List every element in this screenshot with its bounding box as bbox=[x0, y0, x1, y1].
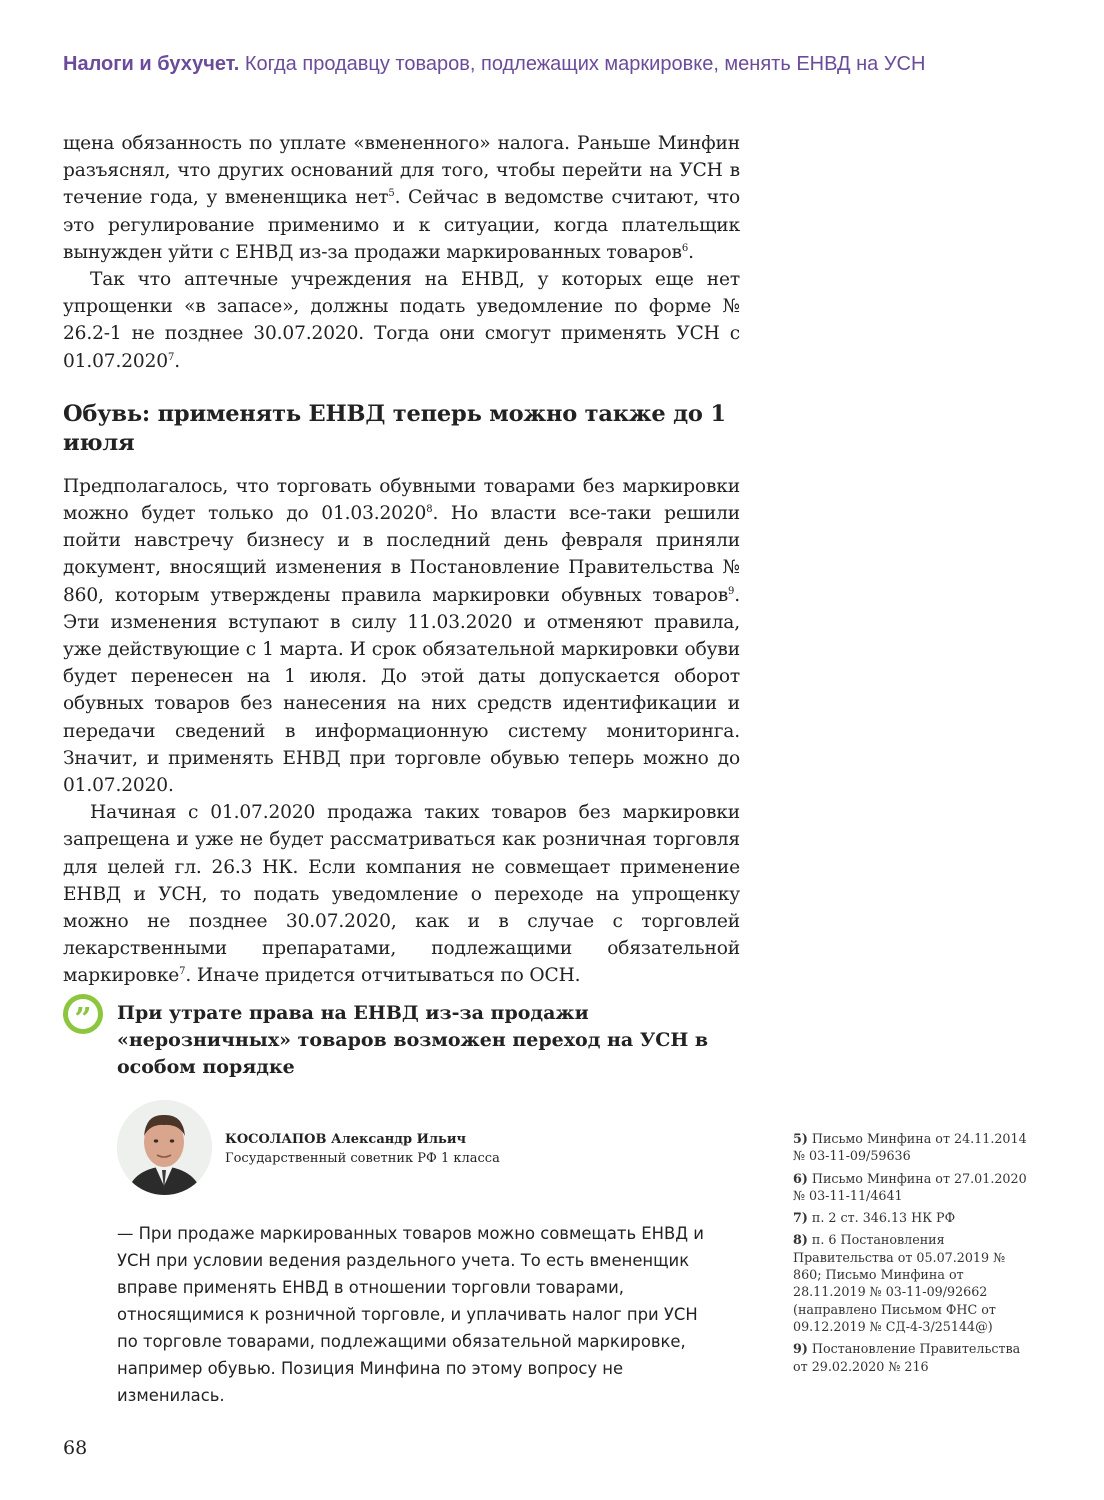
footnote-item bbox=[793, 1170, 1033, 1205]
paragraph-4 bbox=[63, 799, 740, 989]
quote-icon bbox=[63, 994, 103, 1037]
quote-glyph: ” bbox=[68, 999, 98, 1029]
author-name: КОСОЛАПОВ Александр Ильич bbox=[225, 1132, 466, 1147]
p1-text-a: щена обязанность по уплате «вмененного» налога. Раньше Минфин разъяснял, что других оснований для того, чтобы перейти на УСН в течение года, у вмененщика нет bbox=[63, 133, 740, 209]
paragraph-2 bbox=[63, 266, 740, 375]
footnote-text: Письмо Минфина от 27.01.2020 № 03-11-11/4641 bbox=[793, 1170, 1027, 1203]
footnote-ref[interactable]: 7 bbox=[167, 351, 175, 363]
header-section: Налоги и бухучет. bbox=[63, 53, 240, 75]
footnote-number: 7) bbox=[793, 1210, 808, 1226]
p4-text-b: . Иначе придется отчитываться по ОСН. bbox=[185, 965, 581, 987]
footnote-ref[interactable]: 8 bbox=[426, 504, 433, 516]
running-header bbox=[63, 53, 1063, 76]
p3-text-a: Предполагалось, что торговать обувными товарами без маркировки можно будет только до 01.03.2020 bbox=[63, 475, 740, 525]
footnote-ref[interactable]: 7 bbox=[179, 966, 186, 978]
p3-text-b: . Но власти все-таки решили пойти навстречу бизнесу и в последний день февраля приняли документ, вносящий изменения в Постановление Правительства № 860, которым утверждены правила маркировки обувных товаров bbox=[63, 503, 740, 606]
quote-text: — При продаже маркированных товаров можно совмещать ЕНВД и УСН при условии ведения раздельного учета. То есть вмененщик вправе применять ЕНВД в отношении торговли товарами, относящимися к розничной торговле, и уплачивать налог при УСН по торговле товарами, подлежащими обязательной маркировке, например обувью. Позиция Минфина по этому вопросу не изменилась. bbox=[117, 1224, 704, 1405]
footnote-number: 6) bbox=[793, 1170, 808, 1186]
person-portrait-icon bbox=[117, 1100, 212, 1195]
page-number: 68 bbox=[63, 1437, 88, 1459]
article-body bbox=[63, 130, 740, 990]
footnote-item bbox=[793, 1209, 1033, 1226]
p2-text-b: . bbox=[174, 350, 180, 372]
footnote-item bbox=[793, 1340, 1033, 1375]
quote-title: При утрате права на ЕНВД из-за продажи «нерозничных» товаров возможен переход на УСН в особом порядке bbox=[117, 1002, 709, 1078]
p2-text-a: Так что аптечные учреждения на ЕНВД, у которых еще нет упрощенки «в запасе», должны подать уведомление по форме № 26.2-1 не позднее 30.07.2020. Тогда они смогут применять УСН с 01.07.2020 bbox=[63, 269, 740, 372]
paragraph-3 bbox=[63, 473, 740, 799]
avatar bbox=[117, 1100, 212, 1195]
footnote-ref[interactable]: 5 bbox=[388, 188, 395, 200]
footnote-item bbox=[793, 1130, 1033, 1165]
p3-text-c: . Эти изменения вступают в силу 11.03.2020 и отменяют правила, уже действующие с 1 марта. И срок обязательной маркировки обуви будет перенесен на 1 июля. До этой даты допускается оборот обувных товаров без нанесения на них средств идентификации и передачи сведений в информационную систему мониторинга. Значит, и применять ЕНВД при торговле обувью теперь можно до 01.07.2020. bbox=[63, 584, 740, 797]
paragraph-1 bbox=[63, 130, 740, 266]
p4-text-a: Начиная с 01.07.2020 продажа таких товаров без маркировки запрещена и уже не будет рассматриваться как розничная торговля для целей гл. 26.3 НК. Если компания не совмещает применение ЕНВД и УСН, то подать уведомление о переходе на упрощенку можно не позднее 30.07.2020, как и в случае с торговлей лекарственными препаратами, подлежащими обязательной маркировке bbox=[63, 802, 740, 987]
footnote-number: 8) bbox=[793, 1232, 808, 1248]
footnotes bbox=[793, 1130, 1033, 1380]
p1-text-b: . Сейчас в ведомстве считают, что это регулирование применимо и к ситуации, когда плательщик вынужден уйти с ЕНВД из-за продажи маркированных товаров bbox=[63, 187, 740, 263]
footnote-text: Постановление Правительства от 29.02.2020 № 216 bbox=[793, 1341, 1021, 1374]
author-position: Государственный советник РФ 1 класса bbox=[225, 1151, 500, 1166]
footnote-ref[interactable]: 9 bbox=[728, 585, 735, 597]
footnote-number: 9) bbox=[793, 1341, 808, 1357]
header-title: Когда продавцу товаров, подлежащих маркировке, менять ЕНВД на УСН bbox=[244, 53, 926, 75]
footnote-text: п. 2 ст. 346.13 НК РФ bbox=[811, 1210, 956, 1226]
footnote-text: Письмо Минфина от 24.11.2014 № 03-11-09/59636 bbox=[793, 1131, 1027, 1164]
p1-text-c: . bbox=[688, 241, 694, 263]
footnote-number: 5) bbox=[793, 1131, 808, 1146]
footnote-ref[interactable]: 6 bbox=[681, 242, 689, 254]
footnote-item bbox=[793, 1231, 1033, 1335]
author-block bbox=[225, 1130, 725, 1168]
section-heading: Обувь: применять ЕНВД теперь можно также до 1 июля bbox=[63, 400, 726, 456]
footnote-text: п. 6 Постановления Правительства от 05.07.2019 № 860; Письмо Минфина от 28.11.2019 № 03-11-09/92662 (направлено Письмом ФНС от 09.12.2019 № СД-4-3/25144@) bbox=[793, 1232, 1006, 1334]
quote-body bbox=[117, 1220, 717, 1409]
